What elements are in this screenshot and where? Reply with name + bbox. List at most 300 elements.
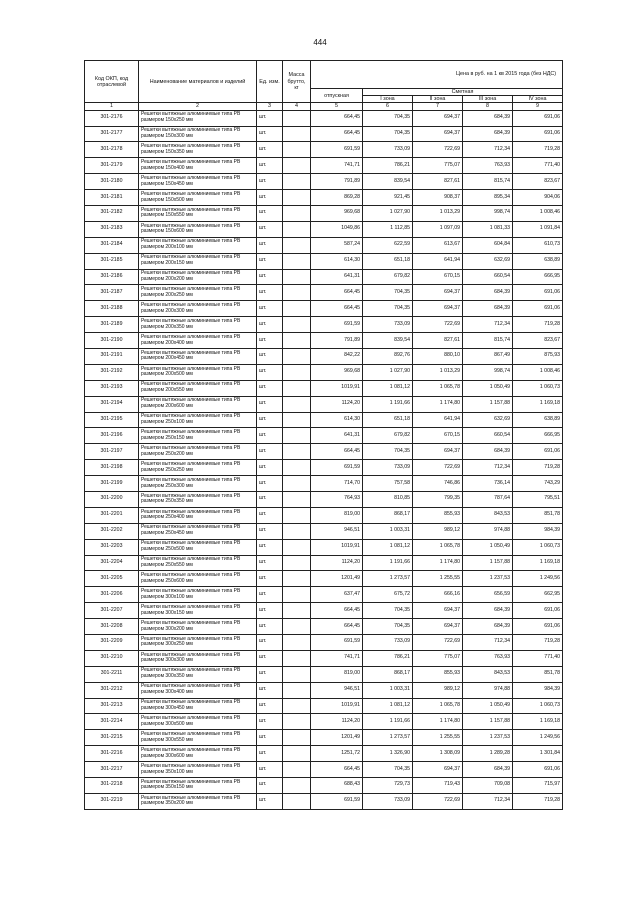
row-code: 301-2217 [85,762,139,778]
row-name: Решетки вытяжные алюминиевые типа РВ размером 200х150 мм [139,253,257,269]
row-zone-4-price: 1 060,73 [513,539,563,555]
col-number-1: 1 [85,103,139,110]
row-release-price: 1124,20 [311,714,363,730]
row-code: 301-2180 [85,174,139,190]
row-mass [283,380,311,396]
row-mass [283,237,311,253]
row-release-price: 969,68 [311,364,363,380]
row-release-price: 1019,91 [311,698,363,714]
row-zone-4-price: 691,06 [513,301,563,317]
row-name: Решетки вытяжные алюминиевые типа РВ размером 150х300 мм [139,126,257,142]
row-zone-3-price: 815,74 [463,174,513,190]
table-row [85,253,563,269]
row-unit: шт. [257,698,283,714]
row-zone-2-price: 1 174,80 [413,555,463,571]
row-release-price: 842,22 [311,348,363,364]
row-zone-2-price: 1 308,09 [413,746,463,762]
row-zone-1-price: 1 027,90 [363,205,413,221]
row-unit: шт. [257,587,283,603]
header-price-group: Цена в руб. на 1 кв 2015 года (без НДС) [311,61,563,89]
row-code: 301-2201 [85,507,139,523]
row-zone-3-price: 656,59 [463,587,513,603]
row-mass [283,778,311,794]
row-zone-3-price: 712,34 [463,793,513,809]
header-name: Наименование материалов и изделий [139,61,257,103]
row-release-price: 741,71 [311,650,363,666]
header-zone-1: I зона [363,96,413,103]
row-zone-4-price: 691,06 [513,619,563,635]
row-release-price: 946,51 [311,523,363,539]
row-zone-2-price: 1 065,78 [413,380,463,396]
row-unit: шт. [257,253,283,269]
row-zone-3-price: 660,54 [463,269,513,285]
row-zone-4-price: 1 169,18 [513,714,563,730]
row-unit: шт. [257,523,283,539]
row-zone-2-price: 1 065,78 [413,539,463,555]
row-unit: шт. [257,412,283,428]
table-row [85,714,563,730]
row-zone-2-price: 694,37 [413,285,463,301]
row-name: Решетки вытяжные алюминиевые типа РВ размером 150х600 мм [139,221,257,237]
header-zone-3: III зона [463,96,513,103]
table-row [85,237,563,253]
table-row [85,778,563,794]
row-zone-2-price: 1 065,78 [413,698,463,714]
row-code: 301-2204 [85,555,139,571]
row-zone-2-price: 1 255,55 [413,571,463,587]
row-release-price: 691,59 [311,635,363,651]
row-unit: шт. [257,269,283,285]
row-unit: шт. [257,380,283,396]
row-zone-1-price: 1 081,12 [363,698,413,714]
row-unit: шт. [257,762,283,778]
row-release-price: 1019,91 [311,539,363,555]
row-release-price: 819,00 [311,507,363,523]
row-code: 301-2182 [85,205,139,221]
row-release-price: 664,45 [311,619,363,635]
row-unit: шт. [257,396,283,412]
row-name: Решетки вытяжные алюминиевые типа РВ размером 250х550 мм [139,555,257,571]
row-code: 301-2191 [85,348,139,364]
table-row [85,364,563,380]
col-number-5: 5 [311,103,363,110]
row-release-price: 691,59 [311,142,363,158]
row-code: 301-2176 [85,110,139,126]
row-name: Решетки вытяжные алюминиевые типа РВ размером 250х100 мм [139,412,257,428]
row-mass [283,269,311,285]
row-code: 301-2214 [85,714,139,730]
column-number-row [85,103,563,110]
table-row [85,762,563,778]
row-zone-3-price: 1 237,53 [463,571,513,587]
row-unit: шт. [257,428,283,444]
row-zone-3-price: 974,88 [463,682,513,698]
row-zone-4-price: 719,28 [513,460,563,476]
row-zone-2-price: 746,86 [413,476,463,492]
row-zone-1-price: 1 326,90 [363,746,413,762]
row-release-price: 691,59 [311,460,363,476]
row-name: Решетки вытяжные алюминиевые типа РВ размером 300х350 мм [139,666,257,682]
table-row [85,348,563,364]
row-zone-3-price: 1 081,33 [463,221,513,237]
table-row [85,460,563,476]
table-row [85,523,563,539]
row-zone-3-price: 843,53 [463,507,513,523]
row-unit: шт. [257,285,283,301]
row-name: Решетки вытяжные алюминиевые типа РВ размером 250х200 мм [139,444,257,460]
row-zone-2-price: 908,37 [413,190,463,206]
row-mass [283,253,311,269]
row-code: 301-2213 [85,698,139,714]
row-zone-1-price: 1 003,31 [363,682,413,698]
row-zone-2-price: 670,15 [413,269,463,285]
row-zone-3-price: 712,34 [463,460,513,476]
row-code: 301-2207 [85,603,139,619]
row-zone-2-price: 799,35 [413,491,463,507]
row-mass [283,555,311,571]
row-zone-1-price: 1 191,66 [363,396,413,412]
row-zone-2-price: 880,10 [413,348,463,364]
row-zone-1-price: 679,82 [363,269,413,285]
row-name: Решетки вытяжные алюминиевые типа РВ размером 250х150 мм [139,428,257,444]
row-zone-4-price: 691,06 [513,603,563,619]
row-code: 301-2197 [85,444,139,460]
row-zone-1-price: 1 273,57 [363,571,413,587]
row-zone-2-price: 670,15 [413,428,463,444]
row-release-price: 664,45 [311,603,363,619]
row-mass [283,460,311,476]
row-mass [283,190,311,206]
row-mass [283,635,311,651]
row-zone-3-price: 1 157,88 [463,714,513,730]
header-release: отпускная [311,89,363,103]
row-zone-1-price: 733,09 [363,317,413,333]
row-zone-4-price: 662,95 [513,587,563,603]
row-name: Решетки вытяжные алюминиевые типа РВ размером 300х100 мм [139,587,257,603]
row-zone-1-price: 1 027,90 [363,364,413,380]
row-zone-2-price: 722,69 [413,460,463,476]
row-code: 301-2195 [85,412,139,428]
row-zone-3-price: 763,93 [463,650,513,666]
row-unit: шт. [257,714,283,730]
row-mass [283,428,311,444]
row-zone-4-price: 1 249,56 [513,730,563,746]
row-zone-3-price: 1 157,88 [463,396,513,412]
row-zone-3-price: 684,39 [463,603,513,619]
row-unit: шт. [257,571,283,587]
row-mass [283,158,311,174]
table-row [85,269,563,285]
row-zone-2-price: 719,43 [413,778,463,794]
row-release-price: 946,51 [311,682,363,698]
row-zone-4-price: 610,73 [513,237,563,253]
row-zone-3-price: 895,34 [463,190,513,206]
row-code: 301-2187 [85,285,139,301]
row-zone-1-price: 704,35 [363,301,413,317]
row-name: Решетки вытяжные алюминиевые типа РВ размером 300х500 мм [139,714,257,730]
col-number-9: 9 [513,103,563,110]
table-row [85,476,563,492]
table-row [85,205,563,221]
row-mass [283,746,311,762]
row-name: Решетки вытяжные алюминиевые типа РВ размером 300х150 мм [139,603,257,619]
row-release-price: 688,43 [311,778,363,794]
row-zone-2-price: 1 255,55 [413,730,463,746]
row-zone-2-price: 613,67 [413,237,463,253]
row-mass [283,762,311,778]
row-mass [283,650,311,666]
row-name: Решетки вытяжные алюминиевые типа РВ размером 200х500 мм [139,364,257,380]
row-zone-3-price: 1 050,49 [463,698,513,714]
row-mass [283,348,311,364]
table-header [85,61,563,111]
table-row [85,301,563,317]
row-unit: шт. [257,205,283,221]
row-zone-2-price: 694,37 [413,603,463,619]
row-zone-4-price: 851,78 [513,507,563,523]
row-unit: шт. [257,301,283,317]
row-zone-2-price: 775,07 [413,158,463,174]
row-zone-4-price: 795,51 [513,491,563,507]
row-code: 301-2178 [85,142,139,158]
header-mass: Масса брутто, кг [283,61,311,103]
row-code: 301-2203 [85,539,139,555]
row-zone-3-price: 843,53 [463,666,513,682]
row-zone-3-price: 998,74 [463,205,513,221]
col-number-6: 6 [363,103,413,110]
row-zone-4-price: 691,06 [513,444,563,460]
row-zone-2-price: 989,12 [413,682,463,698]
row-name: Решетки вытяжные алюминиевые типа РВ размером 300х300 мм [139,650,257,666]
row-code: 301-2209 [85,635,139,651]
row-mass [283,317,311,333]
row-name: Решетки вытяжные алюминиевые типа РВ размером 300х450 мм [139,698,257,714]
row-name: Решетки вытяжные алюминиевые типа РВ размером 350х150 мм [139,778,257,794]
row-zone-3-price: 684,39 [463,110,513,126]
row-zone-4-price: 1 301,84 [513,746,563,762]
row-unit: шт. [257,507,283,523]
row-mass [283,476,311,492]
row-code: 301-2205 [85,571,139,587]
col-number-2: 2 [139,103,257,110]
row-name: Решетки вытяжные алюминиевые типа РВ размером 300х400 мм [139,682,257,698]
row-zone-4-price: 851,78 [513,666,563,682]
col-number-3: 3 [257,103,283,110]
row-release-price: 664,45 [311,110,363,126]
row-zone-3-price: 1 050,49 [463,539,513,555]
row-zone-1-price: 786,21 [363,650,413,666]
row-mass [283,682,311,698]
row-mass [283,301,311,317]
row-release-price: 969,68 [311,205,363,221]
row-zone-1-price: 651,18 [363,412,413,428]
row-zone-3-price: 684,39 [463,444,513,460]
row-zone-2-price: 1 097,09 [413,221,463,237]
table-row [85,110,563,126]
row-release-price: 1201,49 [311,571,363,587]
row-release-price: 819,00 [311,666,363,682]
row-unit: шт. [257,364,283,380]
header-estimate: Сметная [363,89,563,96]
row-zone-2-price: 694,37 [413,126,463,142]
row-zone-2-price: 722,69 [413,635,463,651]
row-unit: шт. [257,348,283,364]
row-zone-2-price: 694,37 [413,762,463,778]
header-zone-2: II зона [413,96,463,103]
row-release-price: 1251,72 [311,746,363,762]
row-zone-4-price: 823,67 [513,333,563,349]
row-code: 301-2194 [85,396,139,412]
table-row [85,746,563,762]
row-zone-3-price: 684,39 [463,619,513,635]
row-unit: шт. [257,444,283,460]
row-code: 301-2212 [85,682,139,698]
row-name: Решетки вытяжные алюминиевые типа РВ размером 350х100 мм [139,762,257,778]
row-mass [283,539,311,555]
row-unit: шт. [257,603,283,619]
page-number: 444 [313,38,327,47]
row-zone-3-price: 709,08 [463,778,513,794]
row-release-price: 691,59 [311,793,363,809]
row-zone-2-price: 722,69 [413,142,463,158]
row-release-price: 791,89 [311,174,363,190]
row-unit: шт. [257,317,283,333]
row-release-price: 764,93 [311,491,363,507]
row-name: Решетки вытяжные алюминиевые типа РВ размером 250х500 мм [139,539,257,555]
row-release-price: 664,45 [311,301,363,317]
table-row [85,174,563,190]
row-unit: шт. [257,555,283,571]
row-mass [283,793,311,809]
row-zone-1-price: 757,58 [363,476,413,492]
row-release-price: 714,70 [311,476,363,492]
row-zone-1-price: 651,18 [363,253,413,269]
row-unit: шт. [257,110,283,126]
row-zone-2-price: 722,69 [413,317,463,333]
row-unit: шт. [257,682,283,698]
row-code: 301-2179 [85,158,139,174]
table-row [85,635,563,651]
row-unit: шт. [257,746,283,762]
row-release-price: 741,71 [311,158,363,174]
row-zone-1-price: 622,59 [363,237,413,253]
row-code: 301-2189 [85,317,139,333]
row-zone-4-price: 1 249,56 [513,571,563,587]
row-mass [283,571,311,587]
row-mass [283,364,311,380]
row-zone-1-price: 704,35 [363,444,413,460]
row-zone-1-price: 704,35 [363,285,413,301]
row-mass [283,142,311,158]
row-code: 301-2218 [85,778,139,794]
row-zone-3-price: 712,34 [463,142,513,158]
row-zone-2-price: 694,37 [413,110,463,126]
row-zone-3-price: 736,14 [463,476,513,492]
row-release-price: 641,31 [311,428,363,444]
table-row [85,428,563,444]
row-name: Решетки вытяжные алюминиевые типа РВ размером 250х600 мм [139,571,257,587]
row-zone-3-price: 763,93 [463,158,513,174]
row-name: Решетки вытяжные алюминиевые типа РВ размером 250х450 мм [139,523,257,539]
row-zone-4-price: 904,06 [513,190,563,206]
row-zone-2-price: 641,94 [413,253,463,269]
table-row [85,285,563,301]
row-mass [283,333,311,349]
row-code: 301-2215 [85,730,139,746]
row-mass [283,396,311,412]
row-zone-1-price: 1 081,12 [363,380,413,396]
row-mass [283,619,311,635]
row-code: 301-2181 [85,190,139,206]
row-release-price: 1049,86 [311,221,363,237]
col-number-4: 4 [283,103,311,110]
row-name: Решетки вытяжные алюминиевые типа РВ размером 150х500 мм [139,190,257,206]
row-release-price: 587,24 [311,237,363,253]
row-zone-1-price: 679,82 [363,428,413,444]
row-zone-4-price: 771,40 [513,650,563,666]
row-zone-2-price: 694,37 [413,444,463,460]
row-zone-4-price: 691,06 [513,762,563,778]
row-zone-1-price: 733,09 [363,793,413,809]
row-release-price: 1124,20 [311,396,363,412]
row-mass [283,205,311,221]
row-zone-4-price: 715,97 [513,778,563,794]
row-zone-2-price: 855,93 [413,666,463,682]
row-zone-1-price: 1 112,85 [363,221,413,237]
row-zone-3-price: 684,39 [463,301,513,317]
row-zone-1-price: 1 003,31 [363,523,413,539]
row-code: 301-2210 [85,650,139,666]
row-release-price: 691,59 [311,317,363,333]
row-zone-2-price: 1 174,80 [413,396,463,412]
row-zone-2-price: 641,94 [413,412,463,428]
row-zone-4-price: 743,29 [513,476,563,492]
row-zone-1-price: 786,21 [363,158,413,174]
row-zone-3-price: 815,74 [463,333,513,349]
row-zone-4-price: 666,95 [513,269,563,285]
row-zone-4-price: 1 169,18 [513,396,563,412]
row-mass [283,174,311,190]
row-name: Решетки вытяжные алюминиевые типа РВ размером 200х250 мм [139,285,257,301]
row-zone-1-price: 1 081,12 [363,539,413,555]
header-code: Код ОКП, код отраслевой [85,61,139,103]
row-zone-1-price: 704,35 [363,603,413,619]
row-mass [283,285,311,301]
table-row [85,412,563,428]
row-zone-4-price: 638,89 [513,412,563,428]
row-zone-3-price: 1 050,49 [463,380,513,396]
table-row [85,698,563,714]
row-code: 301-2208 [85,619,139,635]
row-zone-4-price: 1 008,46 [513,364,563,380]
row-code: 301-2184 [85,237,139,253]
row-zone-1-price: 733,09 [363,460,413,476]
row-name: Решетки вытяжные алюминиевые типа РВ размером 200х200 мм [139,269,257,285]
row-mass [283,412,311,428]
row-zone-4-price: 638,89 [513,253,563,269]
row-zone-4-price: 1 008,46 [513,205,563,221]
row-name: Решетки вытяжные алюминиевые типа РВ размером 200х350 мм [139,317,257,333]
row-code: 301-2199 [85,476,139,492]
row-code: 301-2186 [85,269,139,285]
row-zone-4-price: 1 060,73 [513,380,563,396]
table-row [85,682,563,698]
row-zone-1-price: 704,35 [363,762,413,778]
row-zone-3-price: 712,34 [463,317,513,333]
row-code: 301-2200 [85,491,139,507]
row-mass [283,730,311,746]
row-code: 301-2192 [85,364,139,380]
